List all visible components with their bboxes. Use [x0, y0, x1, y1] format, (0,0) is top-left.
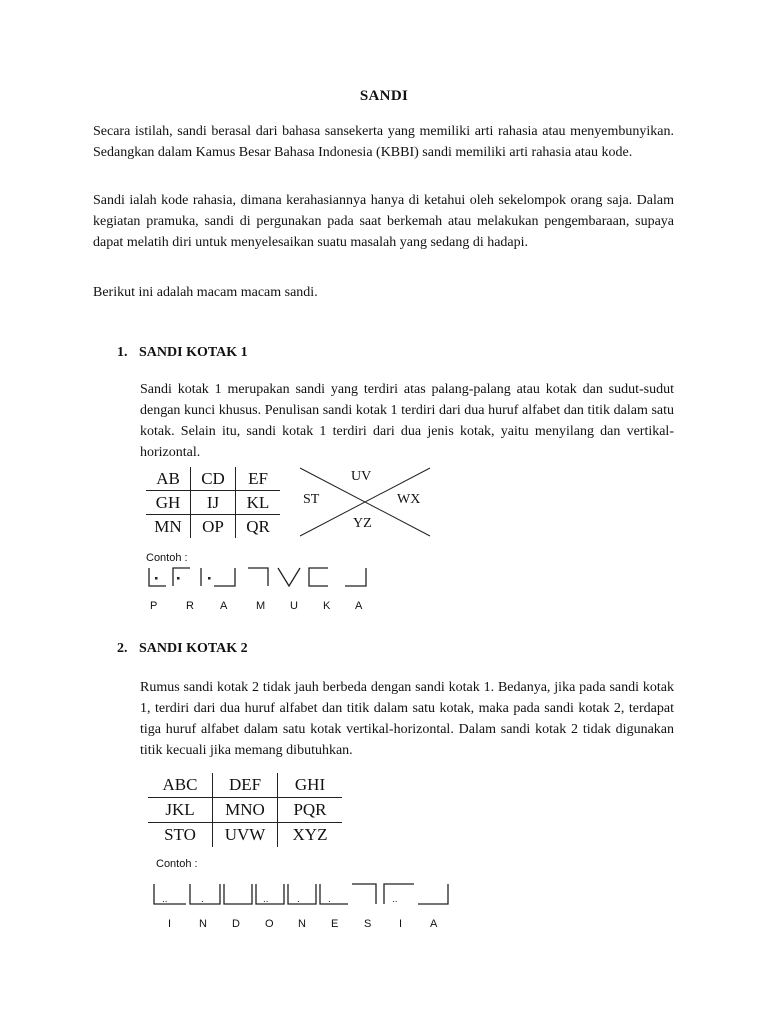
section-2-heading — [117, 641, 248, 657]
cross-label-bottom: YZ — [353, 516, 372, 531]
grid-cell: EF — [236, 467, 281, 491]
svg-text:.: . — [201, 894, 204, 905]
grid-cell: MNO — [213, 798, 278, 823]
kotak-2-grid — [148, 773, 342, 847]
example-letter: A — [430, 918, 438, 930]
grid-cell: IJ — [191, 491, 236, 515]
grid-cell: DEF — [213, 773, 278, 798]
example-letter: I — [168, 918, 172, 930]
intro-paragraph-2: Sandi ialah kode rahasia, dimana kerahasiannya hanya di ketahui oleh sekelompok orang saja. Dalam kegiatan pramuka, sandi di pergunakan pada saat berkemah atau melakukan pengembaraan, supaya dapat melatih diri untuk menyelesaikan suatu masalah yang sedang di hadapi. — [93, 193, 674, 250]
intro-paragraph-1: Secara istilah, sandi berasal dari bahasa sansekerta yang memiliki arti rahasia atau menyembunyikan. Sedangkan dalam Kamus Besar Bahasa Indonesia (KBBI) sandi memiliki arti rahasia atau kode. — [93, 124, 674, 160]
grid-cell: MN — [146, 515, 191, 539]
example-letter: O — [265, 918, 274, 930]
grid-cell: QR — [246, 516, 270, 536]
grid-cell: STO — [148, 823, 213, 848]
example-letter: D — [232, 918, 240, 930]
svg-text:..: .. — [263, 894, 269, 905]
svg-text:.: . — [297, 894, 300, 905]
svg-text:..: .. — [162, 894, 168, 905]
grid-cell: ABC — [148, 773, 213, 798]
example-symbols-pramuka — [146, 564, 372, 590]
grid-cell: AB — [146, 467, 191, 491]
example-letters-pramuka — [150, 600, 370, 614]
example-label-1: Contoh : — [146, 552, 188, 564]
svg-text:..: .. — [392, 894, 398, 905]
grid-cell: GH — [146, 491, 191, 515]
intro-paragraph-3: Berikut ini adalah macam macam sandi. — [93, 285, 318, 300]
example-letter: S — [364, 918, 372, 930]
grid-cell: CD — [191, 467, 236, 491]
example-letter: E — [331, 918, 339, 930]
section-1-heading — [117, 345, 248, 361]
cross-label-top: UV — [351, 469, 372, 484]
section-2-body: Rumus sandi kotak 2 tidak jauh berbeda dengan sandi kotak 1. Bedanya, jika pada sandi kotak 1, terdiri dari dua huruf alfabet dan titik dalam satu kotak, maka pada sandi kotak 2, terdapat tiga huruf alfabet dalam satu kotak vertikal-horizontal. Dalam sandi kotak 2 tidak digunakan titik kecuali jika memang dibutuhkan. — [140, 680, 674, 758]
grid-cell: GHI — [278, 773, 343, 798]
example-letter: K — [323, 600, 331, 612]
example-letter: N — [298, 918, 306, 930]
example-letter: R — [186, 600, 194, 612]
grid-cell: OP — [191, 515, 236, 539]
cross-label-right: WX — [397, 492, 421, 507]
example-letter: A — [355, 600, 363, 612]
example-letter: P — [150, 600, 158, 612]
kotak-1-grid — [146, 467, 280, 538]
grid-cell: XYZ — [292, 825, 328, 844]
svg-text:.: . — [328, 894, 331, 905]
cross-label-left: ST — [303, 492, 320, 507]
grid-cell: KL — [236, 491, 281, 515]
section-1-number: 1. — [117, 345, 128, 360]
section-2-number: 2. — [117, 641, 128, 656]
example-symbols-indonesia — [148, 880, 456, 908]
section-1-title: SANDI KOTAK 1 — [139, 345, 248, 360]
grid-cell: JKL — [148, 798, 213, 823]
grid-cell: PQR — [278, 798, 343, 823]
example-label-2: Contoh : — [156, 858, 198, 870]
example-letter: N — [199, 918, 207, 930]
example-letters-indonesia — [168, 918, 448, 932]
section-1-body: Sandi kotak 1 merupakan sandi yang terdiri atas palang-palang atau kotak dan sudut-sudut dengan kunci khusus. Penulisan sandi kotak 1 terdiri dari dua huruf alfabet dan titik dalam satu kotak. Selain itu, sandi kotak 1 terdiri dari dua jenis kotak, yaitu menyilang dan vertikal-horizontal. — [140, 382, 674, 460]
example-letter: M — [256, 600, 266, 612]
grid-cell: UVW — [213, 823, 278, 848]
example-letter: I — [399, 918, 403, 930]
section-2-title: SANDI KOTAK 2 — [139, 641, 248, 656]
page-title: SANDI — [359, 88, 409, 104]
example-letter: A — [220, 600, 228, 612]
example-letter: U — [290, 600, 298, 612]
